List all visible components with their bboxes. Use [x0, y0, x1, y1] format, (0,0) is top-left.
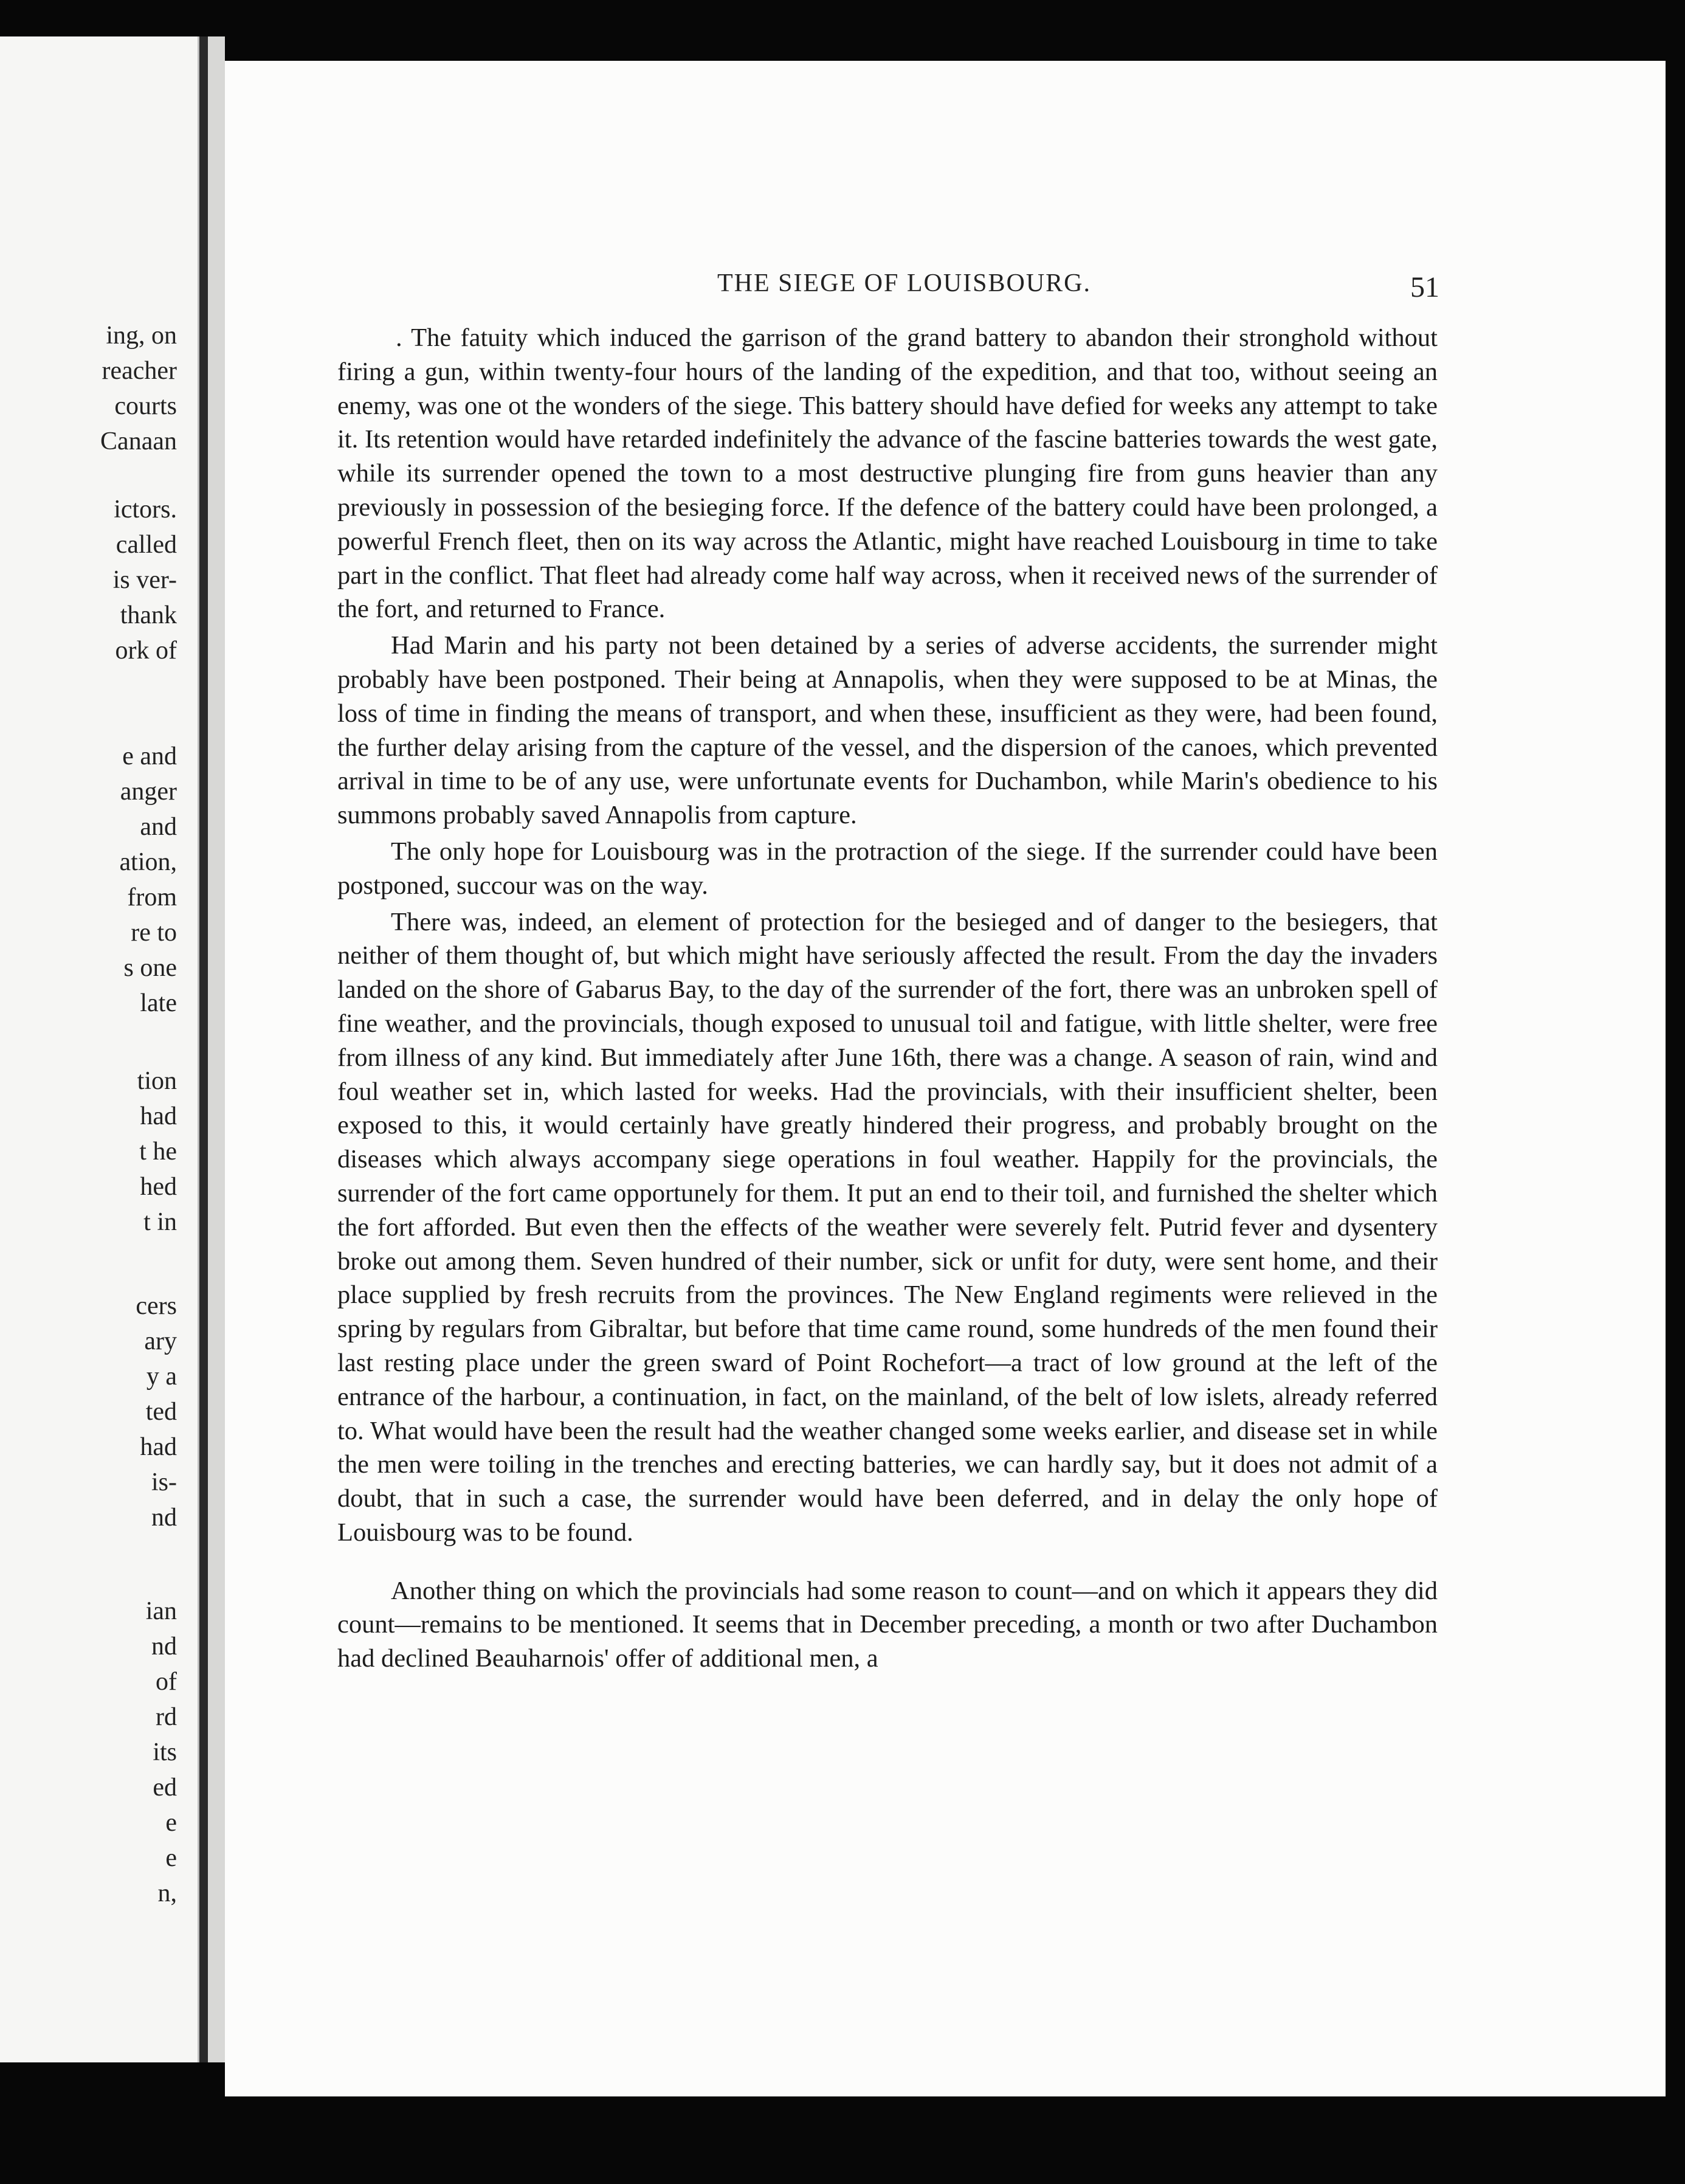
- left-page-line: had: [140, 1433, 177, 1461]
- left-page-line: its: [153, 1738, 177, 1766]
- left-page-line: is ver-: [112, 566, 177, 594]
- left-page-line: n,: [157, 1879, 177, 1907]
- left-page-line: t he: [139, 1138, 177, 1166]
- left-page-line: cers: [136, 1292, 177, 1320]
- left-page-line: ted: [145, 1398, 177, 1426]
- left-page-line: Canaan: [100, 427, 177, 455]
- running-title: THE SIEGE OF LOUISBOURG.: [717, 269, 1091, 297]
- left-page-line: nd: [151, 1633, 177, 1660]
- page-number: 51: [1410, 271, 1439, 303]
- left-page-line: and: [140, 813, 177, 841]
- book-gutter: [199, 36, 208, 2062]
- left-page-line: from: [127, 883, 177, 911]
- left-page-line: of: [156, 1668, 177, 1696]
- left-page-line: ed: [153, 1774, 177, 1802]
- left-page-line: had: [140, 1102, 177, 1130]
- left-page-line: e and: [122, 742, 177, 770]
- left-page-line: ork of: [115, 637, 177, 665]
- left-page-line: ictors.: [114, 496, 177, 524]
- left-page-line: t in: [143, 1208, 177, 1236]
- paragraph: Had Marin and his party not been detained by a series of adverse accidents, the surrender might probably have been postponed. Their being at Annapolis, when they were supposed to be at Minas, the loss of time in finding the means of transport, and when these, insufficient as they were, had been found, the further delay arising from the capture of the vessel, and the dispersion of the canoes, which prevented arrival in time to be of any use, were unfortunate events for Duchambon, while Marin's obedience to his summons probably saved Annapolis from capture.: [337, 631, 1438, 830]
- left-page-line: hed: [140, 1173, 177, 1201]
- left-page-line: e: [165, 1844, 177, 1872]
- left-page-line: late: [140, 989, 177, 1017]
- left-page-line: ian: [145, 1597, 177, 1625]
- left-page-line: ary: [144, 1327, 177, 1355]
- previous-page-edge: [0, 36, 199, 2062]
- paragraph: The only hope for Louisbourg was in the protraction of the siege. If the surrender could have been postponed, succour was on the way.: [337, 837, 1438, 900]
- page-body: [337, 321, 1438, 1678]
- paragraph: Another thing on which the provincials had some reason to count—and on which it appears they did count—remains to be mentioned. It seems that in December preceding, a month or two after Duchambon had declined Beauharnois' offer of additional men, a: [337, 1576, 1438, 1673]
- left-page-line: y a: [146, 1363, 177, 1391]
- left-page-line: re to: [131, 919, 177, 947]
- left-page-line: courts: [114, 392, 177, 420]
- left-page-line: called: [115, 531, 177, 559]
- paragraph: There was, indeed, an element of protection for the besieged and of danger to the besiegers, that neither of them thought of, but which might have seriously affected the result. From the day the invaders landed on the shore of Gabarus Bay, to the day of the surrender of the fort, there was an unbroken spell of fine weather, and the provincials, though exposed to unusual toil and fatigue, with little shelter, were free from illness of any kind. But immediately after June 16th, there was a change. A season of rain, wind and foul weather set in, which lasted for weeks. Had the provincials, with their insufficient shelter, been exposed to this, it would certainly have greatly hindered their progress, and probably brought on the diseases which always accompany siege operations in foul weather. Happily for the provincials, the surrender of the fort came opportunely for them. It put an end to their toil, and furnished the shelter which the fort afforded. But even then the effects of the weather were severely felt. Putrid fever and dysentery broke out among them. Seven hundred of their number, sick or unfit for duty, were sent home, and their place supplied by fresh recruits from the provinces. The New England regiments were relieved in the spring by regulars from Gibraltar, but before that time came round, some hundreds of the men found their last resting place under the green sward of Point Rochefort—a tract of low ground at the left of the entrance of the harbour, a continuation, in fact, on the mainland, of the belt of low islets, already referred to. What would have been the result had the weather changed some weeks earlier, and disease set in while the men were toiling in the trenches and erecting batteries, we can hardly say, but it does not admit of a doubt, that in such a case, the surrender would have been deferred, and in delay the only hope of Louisbourg was to be found.: [337, 907, 1438, 1547]
- left-page-line: rd: [156, 1703, 177, 1731]
- gutter-shadow: [208, 36, 225, 2062]
- left-page-line: ing, on: [106, 322, 177, 350]
- left-page-line: nd: [151, 1504, 177, 1532]
- left-page-line: thank: [120, 601, 177, 629]
- left-page-line: tion: [137, 1067, 177, 1095]
- left-page-line: is-: [151, 1468, 177, 1496]
- left-page-line: e: [165, 1809, 177, 1837]
- left-page-line: s one: [123, 954, 177, 982]
- paragraph: . The fatuity which induced the garrison of the grand battery to abandon their stronghold without firing a gun, within twenty-four hours of the landing of the expedition, and that too, without seeing an enemy, was one ot the wonders of the siege. This battery should have defied for weeks any attempt to take it. Its retention would have retarded indefinitely the advance of the fascine batteries towards the west gate, while its surrender opened the town to a most destructive plunging fire from guns heavier than any previously in possession of the besieging force. If the defence of the battery could have been prolonged, a powerful French fleet, then on its way across the Atlantic, might have reached Louisbourg in time to take part in the conflict. That fleet had already come half way across, when it received news of the surrender of the fort, and returned to France.: [337, 323, 1438, 624]
- left-page-line: ation,: [119, 848, 177, 876]
- left-page-line: reacher: [102, 357, 177, 385]
- left-page-line: anger: [120, 778, 177, 806]
